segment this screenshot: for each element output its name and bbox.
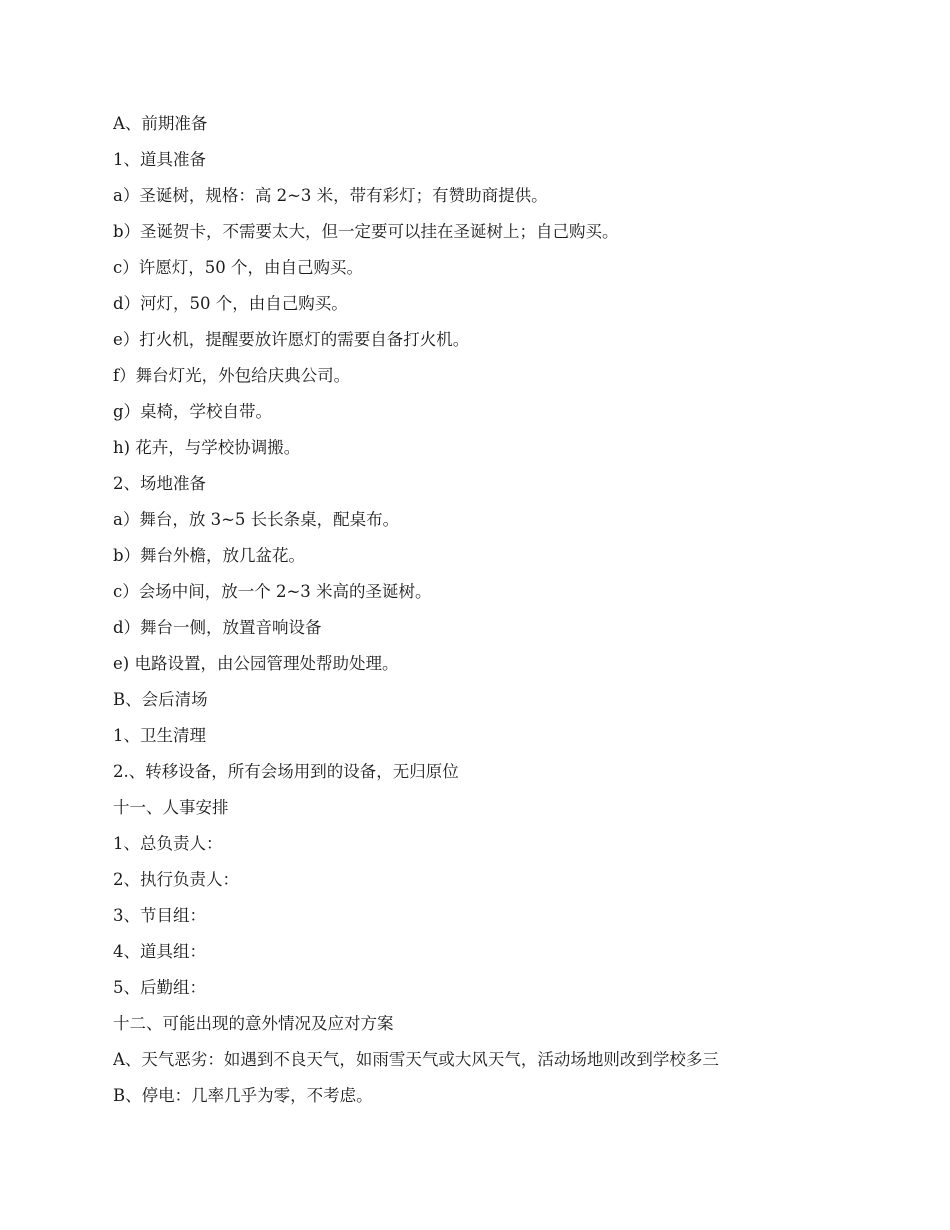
list-item: d）河灯，50 个，由自己购买。: [113, 294, 348, 313]
list-item: c）会场中间，放一个 2~3 米高的圣诞树。: [113, 582, 432, 601]
section-heading-contingency: 十二、可能出现的意外情况及应对方案: [113, 1014, 394, 1033]
list-item: 3、节目组：: [113, 906, 206, 925]
list-item: 1、总负责人：: [113, 834, 223, 853]
list-item: 5、后勤组：: [113, 978, 206, 997]
section-heading-staffing: 十一、人事安排: [113, 798, 229, 817]
list-item: A、天气恶劣：如遇到不良天气，如雨雪天气或大风天气，活动场地则改到学校多三: [113, 1050, 719, 1069]
section-heading-cleanup: B、会后清场: [113, 690, 208, 709]
section-heading-preparation: A、前期准备: [113, 114, 208, 133]
list-item: h) 花卉，与学校协调搬。: [113, 438, 301, 457]
list-item: 2.、转移设备，所有会场用到的设备，无归原位: [113, 762, 459, 781]
subheading-venue: 2、场地准备: [113, 474, 206, 493]
list-item: a）圣诞树，规格：高 2~3 米，带有彩灯；有赞助商提供。: [113, 186, 548, 205]
document-body: [113, 106, 873, 1114]
subheading-props: 1、道具准备: [113, 150, 206, 169]
list-item: e) 电路设置，由公园管理处帮助处理。: [113, 654, 399, 673]
list-item: 4、道具组：: [113, 942, 206, 961]
list-item: 1、卫生清理: [113, 726, 206, 745]
list-item: g）桌椅，学校自带。: [113, 402, 273, 421]
list-item: d）舞台一侧，放置音响设备: [113, 618, 322, 637]
list-item: B、停电：几率几乎为零，不考虑。: [113, 1086, 373, 1105]
list-item: b）圣诞贺卡，不需要太大，但一定要可以挂在圣诞树上；自己购买。: [113, 222, 619, 241]
list-item: b）舞台外檐，放几盆花。: [113, 546, 306, 565]
list-item: 2、执行负责人：: [113, 870, 239, 889]
list-item: a）舞台，放 3~5 长长条桌，配桌布。: [113, 510, 400, 529]
list-item: e）打火机，提醒要放许愿灯的需要自备打火机。: [113, 330, 470, 349]
list-item: f）舞台灯光，外包给庆典公司。: [113, 366, 351, 385]
list-item: c）许愿灯，50 个，由自己购买。: [113, 258, 363, 277]
